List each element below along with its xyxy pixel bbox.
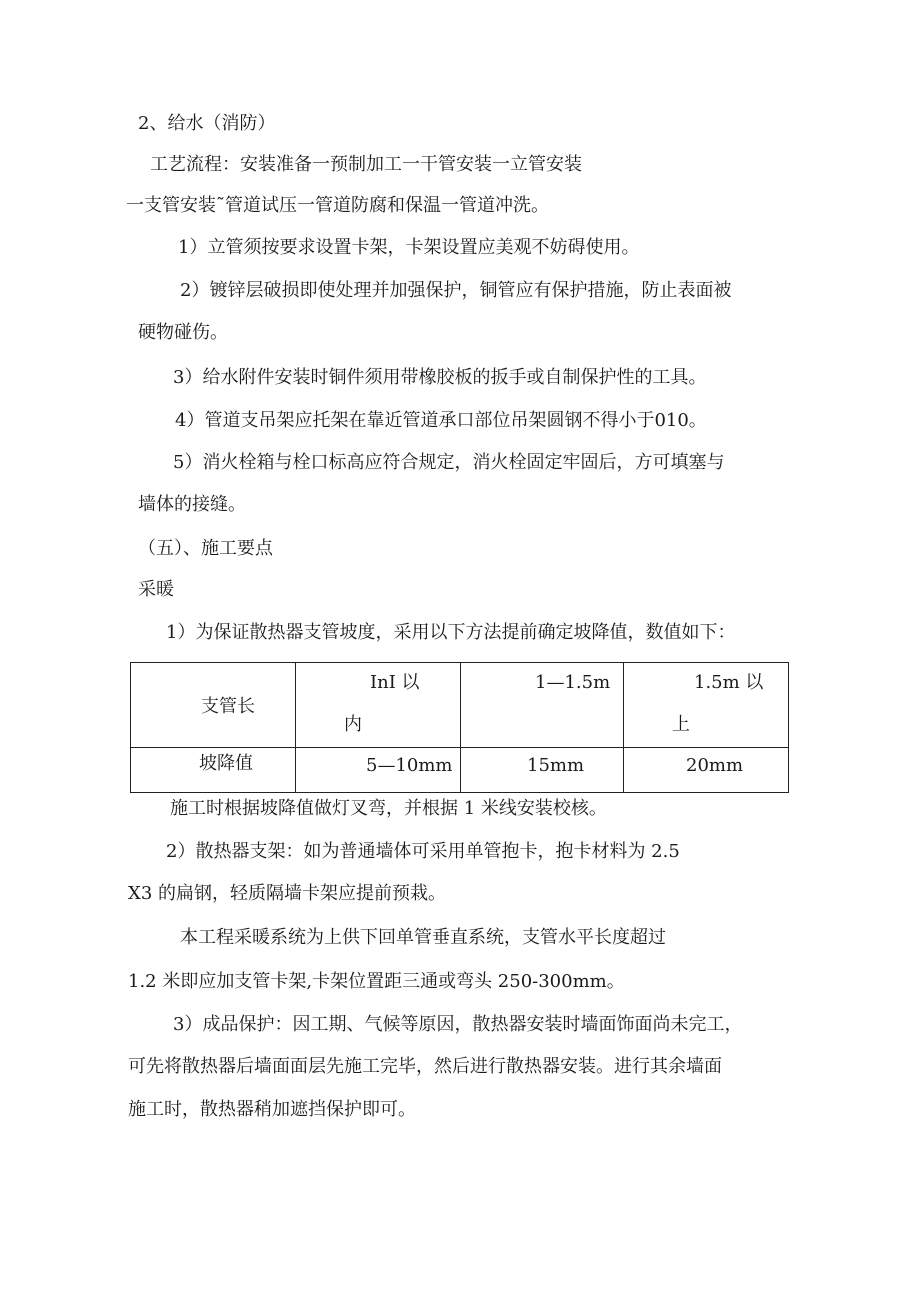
table-cell xyxy=(296,748,461,793)
cell-text: 5—10mm xyxy=(366,755,453,776)
cell-text: 1—1.5m xyxy=(535,672,611,693)
heating-item-3-line-1: 3）成品保护：因工期、气候等原因，散热器安装时墙面饰面尚未完工， xyxy=(173,1014,743,1035)
heating-item-3-line-3: 施工时，散热器稍加遮挡保护即可。 xyxy=(128,1099,416,1120)
section-heading-construction-points: （五）、施工要点 xyxy=(138,538,273,559)
cell-text: 1.5m 以 xyxy=(694,672,764,693)
water-item-1: 1）立管须按要求设置卡架，卡架设置应美观不妨碍使用。 xyxy=(178,237,640,258)
water-item-4: 4）管道支吊架应托架在靠近管道承口部位吊架圆钢不得小于010。 xyxy=(175,410,707,431)
water-item-3: 3）给水附件安装时铜件须用带橡胶板的扳手或自制保护性的工具。 xyxy=(173,367,707,388)
water-item-5-line-1: 5）消火栓箱与栓口标高应符合规定，消火栓固定牢固后，方可填塞与 xyxy=(173,452,725,473)
heating-item-2-line-2: X3 的扁钢，轻质隔墙卡架应提前预栽。 xyxy=(128,883,446,904)
heating-item-2-line-1: 2）散热器支架：如为普通墙体可采用单管抱卡，抱卡材料为 2.5 xyxy=(166,841,680,862)
table-cell xyxy=(461,663,624,748)
after-table-note: 施工时根据坡降值做灯叉弯，并根据 1 米线安装校核。 xyxy=(170,798,607,819)
water-item-5-line-2: 墙体的接缝。 xyxy=(138,494,246,515)
table-cell xyxy=(296,663,461,748)
cell-text: 上 xyxy=(672,714,690,735)
table-cell xyxy=(461,748,624,793)
heating-system-line-2: 1.2 米即应加支管卡架,卡架位置距三通或弯头 250-300mm。 xyxy=(128,971,625,992)
cell-text: 15mm xyxy=(527,755,585,776)
table-row-branch-length xyxy=(131,663,789,748)
branch-length-label: 支管长 xyxy=(201,696,255,717)
cell-text: 20mm xyxy=(686,755,744,776)
slope-table xyxy=(130,662,789,793)
water-item-2-line-1: 2）镀锌层破损即使处理并加强保护，铜管应有保护措施，防止表面被 xyxy=(180,280,732,301)
table-row-slope-value xyxy=(131,748,789,793)
cell-text: 内 xyxy=(344,714,362,735)
heating-system-line-1: 本工程采暖系统为上供下回单管垂直系统，支管水平长度超过 xyxy=(180,927,666,948)
cell-text: InI 以 xyxy=(370,672,420,693)
section-heading-water: 2、给水（消防） xyxy=(138,113,276,134)
table-cell xyxy=(624,748,789,793)
slope-value-label: 坡降值 xyxy=(199,753,253,774)
subheading-heating: 采暖 xyxy=(138,579,174,600)
table-cell-label xyxy=(131,663,296,748)
heating-item-3-line-2: 可先将散热器后墙面面层先施工完毕，然后进行散热器安装。进行其余墙面 xyxy=(128,1056,722,1077)
process-flow-line-2: 一支管安装˜管道试压一管道防腐和保温一管道冲洗。 xyxy=(126,195,549,216)
table-cell xyxy=(624,663,789,748)
table-cell-label xyxy=(131,748,296,793)
water-item-2-line-2: 硬物碰伤。 xyxy=(138,322,228,343)
heating-item-1: 1）为保证散热器支管坡度，采用以下方法提前确定坡降值，数值如下： xyxy=(166,622,736,643)
process-flow-line-1: 工艺流程：安装准备一预制加工一干管安装一立管安装 xyxy=(150,154,582,175)
